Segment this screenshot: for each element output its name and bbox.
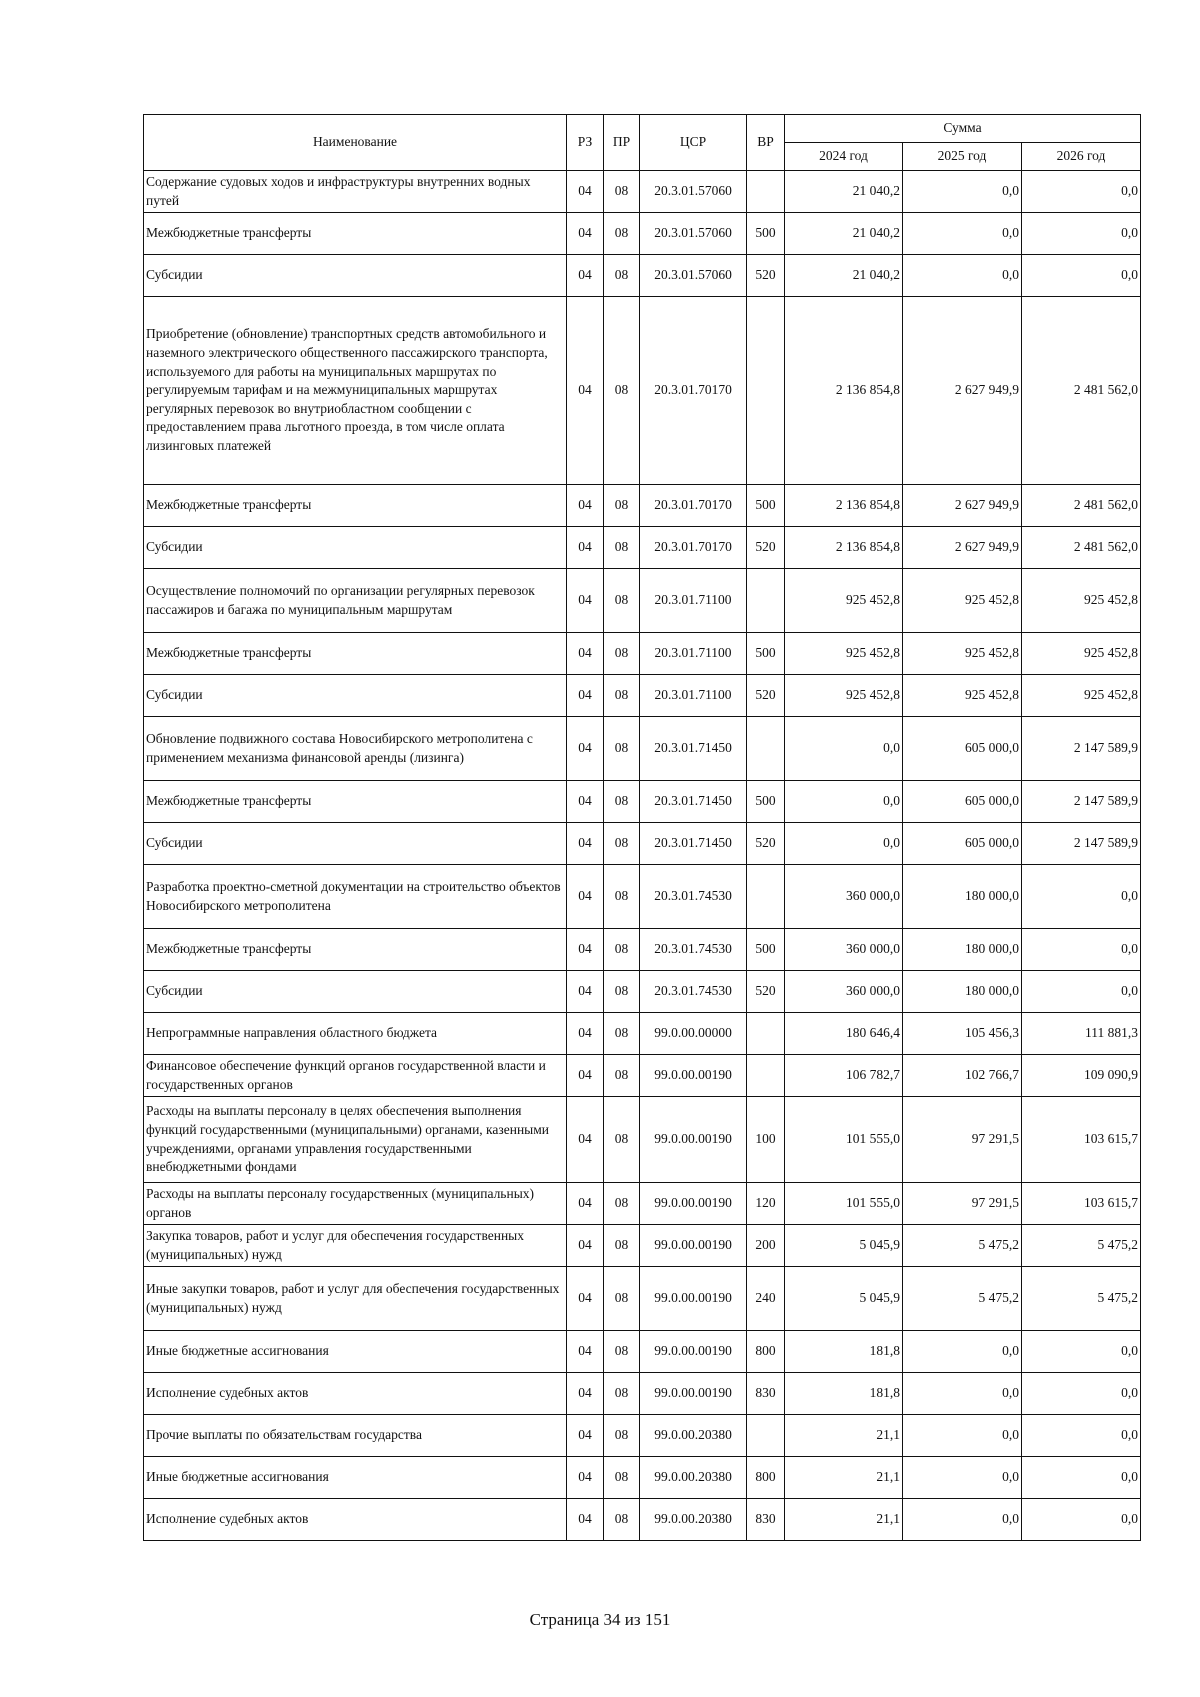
- cell-csr: 20.3.01.71100: [640, 569, 747, 633]
- cell-name: Межбюджетные трансферты: [144, 929, 567, 971]
- cell-name: Осуществление полномочий по организации регулярных перевозок пассажиров и багажа по муниципальным маршрутам: [144, 569, 567, 633]
- cell-pr: 08: [604, 297, 640, 485]
- cell-rz: 04: [567, 171, 604, 213]
- cell-vr: 830: [747, 1499, 785, 1541]
- cell-csr: 99.0.00.00190: [640, 1225, 747, 1267]
- cell-vr: 200: [747, 1225, 785, 1267]
- cell-amount-2025: 0,0: [903, 1373, 1022, 1415]
- cell-vr: 520: [747, 675, 785, 717]
- table-row: [144, 929, 1141, 971]
- cell-pr: 08: [604, 633, 640, 675]
- cell-rz: 04: [567, 1267, 604, 1331]
- table-row: [144, 1225, 1141, 1267]
- cell-amount-2025: 925 452,8: [903, 569, 1022, 633]
- header-year-2024: 2024 год: [785, 143, 903, 171]
- cell-csr: 99.0.00.00190: [640, 1331, 747, 1373]
- cell-rz: 04: [567, 1097, 604, 1183]
- cell-name: Субсидии: [144, 255, 567, 297]
- cell-amount-2026: 2 481 562,0: [1022, 527, 1141, 569]
- cell-vr: 500: [747, 633, 785, 675]
- table-row: [144, 823, 1141, 865]
- cell-amount-2026: 0,0: [1022, 865, 1141, 929]
- cell-vr: 520: [747, 527, 785, 569]
- cell-amount-2024: 181,8: [785, 1331, 903, 1373]
- cell-amount-2024: 2 136 854,8: [785, 527, 903, 569]
- cell-amount-2025: 5 475,2: [903, 1267, 1022, 1331]
- header-year-2025: 2025 год: [903, 143, 1022, 171]
- table-row: [144, 569, 1141, 633]
- cell-amount-2024: 925 452,8: [785, 633, 903, 675]
- cell-amount-2026: 925 452,8: [1022, 675, 1141, 717]
- cell-csr: 99.0.00.20380: [640, 1457, 747, 1499]
- cell-amount-2025: 0,0: [903, 213, 1022, 255]
- cell-amount-2024: 360 000,0: [785, 971, 903, 1013]
- cell-pr: 08: [604, 1225, 640, 1267]
- cell-amount-2026: 103 615,7: [1022, 1097, 1141, 1183]
- cell-name: Субсидии: [144, 823, 567, 865]
- cell-amount-2026: 111 881,3: [1022, 1013, 1141, 1055]
- cell-amount-2025: 925 452,8: [903, 633, 1022, 675]
- table-row: [144, 1457, 1141, 1499]
- cell-name: Межбюджетные трансферты: [144, 485, 567, 527]
- table-row: [144, 1183, 1141, 1225]
- cell-amount-2025: 2 627 949,9: [903, 485, 1022, 527]
- cell-csr: 99.0.00.20380: [640, 1499, 747, 1541]
- table-header: [144, 115, 1141, 171]
- cell-csr: 20.3.01.57060: [640, 171, 747, 213]
- header-year-2026: 2026 год: [1022, 143, 1141, 171]
- cell-name: Межбюджетные трансферты: [144, 781, 567, 823]
- cell-amount-2025: 0,0: [903, 171, 1022, 213]
- cell-pr: 08: [604, 1499, 640, 1541]
- cell-csr: 99.0.00.00190: [640, 1055, 747, 1097]
- cell-rz: 04: [567, 971, 604, 1013]
- header-sum: Сумма: [785, 115, 1141, 143]
- table-row: [144, 527, 1141, 569]
- cell-rz: 04: [567, 781, 604, 823]
- cell-amount-2026: 2 481 562,0: [1022, 485, 1141, 527]
- cell-amount-2026: 0,0: [1022, 213, 1141, 255]
- cell-vr: [747, 717, 785, 781]
- cell-amount-2026: 0,0: [1022, 971, 1141, 1013]
- cell-csr: 99.0.00.00190: [640, 1373, 747, 1415]
- cell-amount-2024: 5 045,9: [785, 1267, 903, 1331]
- cell-pr: 08: [604, 485, 640, 527]
- cell-amount-2026: 5 475,2: [1022, 1225, 1141, 1267]
- cell-amount-2024: 0,0: [785, 781, 903, 823]
- cell-csr: 20.3.01.74530: [640, 929, 747, 971]
- header-vr: ВР: [747, 115, 785, 171]
- cell-rz: 04: [567, 297, 604, 485]
- cell-csr: 20.3.01.71100: [640, 675, 747, 717]
- cell-amount-2024: 101 555,0: [785, 1097, 903, 1183]
- cell-amount-2025: 5 475,2: [903, 1225, 1022, 1267]
- cell-vr: [747, 865, 785, 929]
- cell-pr: 08: [604, 213, 640, 255]
- cell-vr: [747, 1055, 785, 1097]
- cell-rz: 04: [567, 1225, 604, 1267]
- header-csr: ЦСР: [640, 115, 747, 171]
- cell-vr: [747, 297, 785, 485]
- cell-pr: 08: [604, 1097, 640, 1183]
- cell-amount-2025: 0,0: [903, 255, 1022, 297]
- cell-amount-2024: 2 136 854,8: [785, 297, 903, 485]
- cell-name: Закупка товаров, работ и услуг для обеспечения государственных (муниципальных) нужд: [144, 1225, 567, 1267]
- cell-amount-2025: 180 000,0: [903, 929, 1022, 971]
- table-row: [144, 485, 1141, 527]
- cell-amount-2024: 21,1: [785, 1457, 903, 1499]
- cell-vr: [747, 1415, 785, 1457]
- header-pr: ПР: [604, 115, 640, 171]
- cell-name: Исполнение судебных актов: [144, 1499, 567, 1541]
- cell-rz: 04: [567, 1373, 604, 1415]
- cell-amount-2026: 0,0: [1022, 1415, 1141, 1457]
- cell-vr: 500: [747, 781, 785, 823]
- cell-vr: 500: [747, 929, 785, 971]
- cell-rz: 04: [567, 1415, 604, 1457]
- cell-pr: 08: [604, 929, 640, 971]
- cell-vr: 830: [747, 1373, 785, 1415]
- cell-pr: 08: [604, 865, 640, 929]
- cell-name: Субсидии: [144, 527, 567, 569]
- cell-csr: 20.3.01.71450: [640, 823, 747, 865]
- cell-pr: 08: [604, 1415, 640, 1457]
- cell-amount-2024: 0,0: [785, 717, 903, 781]
- cell-pr: 08: [604, 569, 640, 633]
- cell-amount-2024: 360 000,0: [785, 865, 903, 929]
- cell-pr: 08: [604, 255, 640, 297]
- table-row: [144, 1499, 1141, 1541]
- cell-amount-2026: 0,0: [1022, 1331, 1141, 1373]
- cell-vr: 520: [747, 255, 785, 297]
- table-row: [144, 717, 1141, 781]
- cell-rz: 04: [567, 823, 604, 865]
- cell-pr: 08: [604, 527, 640, 569]
- cell-name: Приобретение (обновление) транспортных средств автомобильного и наземного электрического общественного пассажирского транспорта, используемого для работы на муниципальных маршрутах по регулируемым тарифам и на межмуниципальных маршрутах регулярных перевозок во внутриобластном сообщении с предоставлением права льготного проезда, в том числе оплата лизинговых платежей: [144, 297, 567, 485]
- cell-name: Расходы на выплаты персоналу в целях обеспечения выполнения функций государственными (муниципальными) органами, казенными учреждениями, органами управления государственными внебюджетными фондами: [144, 1097, 567, 1183]
- cell-vr: 520: [747, 971, 785, 1013]
- cell-amount-2024: 0,0: [785, 823, 903, 865]
- cell-vr: 800: [747, 1457, 785, 1499]
- cell-rz: 04: [567, 1183, 604, 1225]
- cell-amount-2024: 21 040,2: [785, 255, 903, 297]
- cell-vr: 240: [747, 1267, 785, 1331]
- cell-amount-2025: 180 000,0: [903, 971, 1022, 1013]
- cell-amount-2025: 605 000,0: [903, 717, 1022, 781]
- cell-amount-2024: 101 555,0: [785, 1183, 903, 1225]
- cell-vr: 800: [747, 1331, 785, 1373]
- table-row: [144, 1373, 1141, 1415]
- cell-amount-2025: 0,0: [903, 1457, 1022, 1499]
- cell-vr: 500: [747, 213, 785, 255]
- cell-amount-2024: 925 452,8: [785, 569, 903, 633]
- cell-amount-2026: 0,0: [1022, 1373, 1141, 1415]
- cell-amount-2025: 605 000,0: [903, 781, 1022, 823]
- cell-pr: 08: [604, 1373, 640, 1415]
- table-row: [144, 255, 1141, 297]
- cell-amount-2025: 97 291,5: [903, 1097, 1022, 1183]
- cell-pr: 08: [604, 675, 640, 717]
- table-body: [144, 171, 1141, 1541]
- cell-name: Непрограммные направления областного бюджета: [144, 1013, 567, 1055]
- cell-pr: 08: [604, 171, 640, 213]
- cell-name: Прочие выплаты по обязательствам государства: [144, 1415, 567, 1457]
- cell-pr: 08: [604, 781, 640, 823]
- cell-name: Межбюджетные трансферты: [144, 633, 567, 675]
- cell-csr: 20.3.01.70170: [640, 527, 747, 569]
- table-row: [144, 1055, 1141, 1097]
- cell-rz: 04: [567, 213, 604, 255]
- cell-csr: 99.0.00.00190: [640, 1183, 747, 1225]
- cell-rz: 04: [567, 485, 604, 527]
- cell-amount-2025: 105 456,3: [903, 1013, 1022, 1055]
- cell-amount-2024: 21,1: [785, 1499, 903, 1541]
- cell-vr: 120: [747, 1183, 785, 1225]
- table-row: [144, 675, 1141, 717]
- cell-pr: 08: [604, 1055, 640, 1097]
- cell-amount-2026: 0,0: [1022, 929, 1141, 971]
- cell-amount-2026: 2 147 589,9: [1022, 823, 1141, 865]
- cell-csr: 20.3.01.74530: [640, 865, 747, 929]
- cell-amount-2025: 0,0: [903, 1415, 1022, 1457]
- cell-name: Содержание судовых ходов и инфраструктуры внутренних водных путей: [144, 171, 567, 213]
- cell-rz: 04: [567, 1331, 604, 1373]
- cell-name: Иные закупки товаров, работ и услуг для обеспечения государственных (муниципальных) нужд: [144, 1267, 567, 1331]
- cell-name: Расходы на выплаты персоналу государственных (муниципальных) органов: [144, 1183, 567, 1225]
- cell-amount-2026: 0,0: [1022, 171, 1141, 213]
- cell-pr: 08: [604, 823, 640, 865]
- table-row: [144, 1267, 1141, 1331]
- cell-pr: 08: [604, 971, 640, 1013]
- cell-pr: 08: [604, 1457, 640, 1499]
- cell-name: Разработка проектно-сметной документации на строительство объектов Новосибирского метрополитена: [144, 865, 567, 929]
- cell-csr: 99.0.00.00190: [640, 1097, 747, 1183]
- cell-amount-2026: 2 147 589,9: [1022, 717, 1141, 781]
- cell-amount-2024: 106 782,7: [785, 1055, 903, 1097]
- cell-amount-2024: 360 000,0: [785, 929, 903, 971]
- cell-rz: 04: [567, 255, 604, 297]
- cell-amount-2024: 21,1: [785, 1415, 903, 1457]
- cell-rz: 04: [567, 675, 604, 717]
- cell-vr: 520: [747, 823, 785, 865]
- cell-amount-2025: 0,0: [903, 1499, 1022, 1541]
- cell-csr: 20.3.01.74530: [640, 971, 747, 1013]
- cell-pr: 08: [604, 1013, 640, 1055]
- budget-table: [143, 114, 1141, 1541]
- header-rz: РЗ: [567, 115, 604, 171]
- cell-csr: 99.0.00.00000: [640, 1013, 747, 1055]
- cell-amount-2024: 181,8: [785, 1373, 903, 1415]
- table-row: [144, 1415, 1141, 1457]
- cell-vr: [747, 569, 785, 633]
- cell-amount-2025: 605 000,0: [903, 823, 1022, 865]
- cell-amount-2024: 925 452,8: [785, 675, 903, 717]
- cell-vr: 500: [747, 485, 785, 527]
- cell-amount-2026: 925 452,8: [1022, 633, 1141, 675]
- cell-amount-2024: 2 136 854,8: [785, 485, 903, 527]
- cell-rz: 04: [567, 1457, 604, 1499]
- cell-vr: [747, 1013, 785, 1055]
- cell-name: Финансовое обеспечение функций органов государственной власти и государственных органов: [144, 1055, 567, 1097]
- cell-pr: 08: [604, 1331, 640, 1373]
- cell-csr: 20.3.01.70170: [640, 297, 747, 485]
- cell-rz: 04: [567, 865, 604, 929]
- cell-csr: 20.3.01.57060: [640, 255, 747, 297]
- cell-amount-2026: 0,0: [1022, 1457, 1141, 1499]
- cell-csr: 20.3.01.71100: [640, 633, 747, 675]
- cell-vr: [747, 171, 785, 213]
- cell-amount-2025: 0,0: [903, 1331, 1022, 1373]
- cell-csr: 20.3.01.71450: [640, 717, 747, 781]
- cell-amount-2026: 0,0: [1022, 1499, 1141, 1541]
- cell-vr: 100: [747, 1097, 785, 1183]
- table-row: [144, 1013, 1141, 1055]
- cell-amount-2024: 21 040,2: [785, 171, 903, 213]
- cell-amount-2024: 180 646,4: [785, 1013, 903, 1055]
- header-name: Наименование: [144, 115, 567, 171]
- cell-amount-2026: 5 475,2: [1022, 1267, 1141, 1331]
- cell-amount-2026: 109 090,9: [1022, 1055, 1141, 1097]
- cell-name: Субсидии: [144, 675, 567, 717]
- cell-csr: 20.3.01.71450: [640, 781, 747, 823]
- table-row: [144, 865, 1141, 929]
- cell-amount-2025: 2 627 949,9: [903, 527, 1022, 569]
- cell-pr: 08: [604, 1183, 640, 1225]
- cell-rz: 04: [567, 1013, 604, 1055]
- table-row: [144, 297, 1141, 485]
- cell-rz: 04: [567, 527, 604, 569]
- cell-name: Иные бюджетные ассигнования: [144, 1331, 567, 1373]
- cell-amount-2026: 0,0: [1022, 255, 1141, 297]
- cell-amount-2025: 2 627 949,9: [903, 297, 1022, 485]
- cell-rz: 04: [567, 717, 604, 781]
- table-row: [144, 781, 1141, 823]
- cell-amount-2024: 21 040,2: [785, 213, 903, 255]
- cell-amount-2025: 180 000,0: [903, 865, 1022, 929]
- cell-amount-2026: 925 452,8: [1022, 569, 1141, 633]
- cell-csr: 20.3.01.57060: [640, 213, 747, 255]
- cell-rz: 04: [567, 1499, 604, 1541]
- cell-rz: 04: [567, 1055, 604, 1097]
- cell-rz: 04: [567, 633, 604, 675]
- cell-amount-2025: 925 452,8: [903, 675, 1022, 717]
- cell-rz: 04: [567, 569, 604, 633]
- cell-csr: 99.0.00.00190: [640, 1267, 747, 1331]
- cell-amount-2026: 2 481 562,0: [1022, 297, 1141, 485]
- cell-name: Обновление подвижного состава Новосибирского метрополитена с применением механизма финансовой аренды (лизинга): [144, 717, 567, 781]
- cell-pr: 08: [604, 717, 640, 781]
- cell-amount-2025: 102 766,7: [903, 1055, 1022, 1097]
- cell-csr: 99.0.00.20380: [640, 1415, 747, 1457]
- table-row: [144, 971, 1141, 1013]
- cell-amount-2024: 5 045,9: [785, 1225, 903, 1267]
- cell-csr: 20.3.01.70170: [640, 485, 747, 527]
- page-number: Страница 34 из 151: [529, 1610, 671, 1629]
- table-row: [144, 633, 1141, 675]
- cell-amount-2025: 97 291,5: [903, 1183, 1022, 1225]
- cell-amount-2026: 2 147 589,9: [1022, 781, 1141, 823]
- cell-amount-2026: 103 615,7: [1022, 1183, 1141, 1225]
- table-row: [144, 1097, 1141, 1183]
- cell-name: Межбюджетные трансферты: [144, 213, 567, 255]
- table-row: [144, 171, 1141, 213]
- table-row: [144, 1331, 1141, 1373]
- cell-pr: 08: [604, 1267, 640, 1331]
- cell-name: Иные бюджетные ассигнования: [144, 1457, 567, 1499]
- table-row: [144, 213, 1141, 255]
- cell-name: Исполнение судебных актов: [144, 1373, 567, 1415]
- cell-rz: 04: [567, 929, 604, 971]
- cell-name: Субсидии: [144, 971, 567, 1013]
